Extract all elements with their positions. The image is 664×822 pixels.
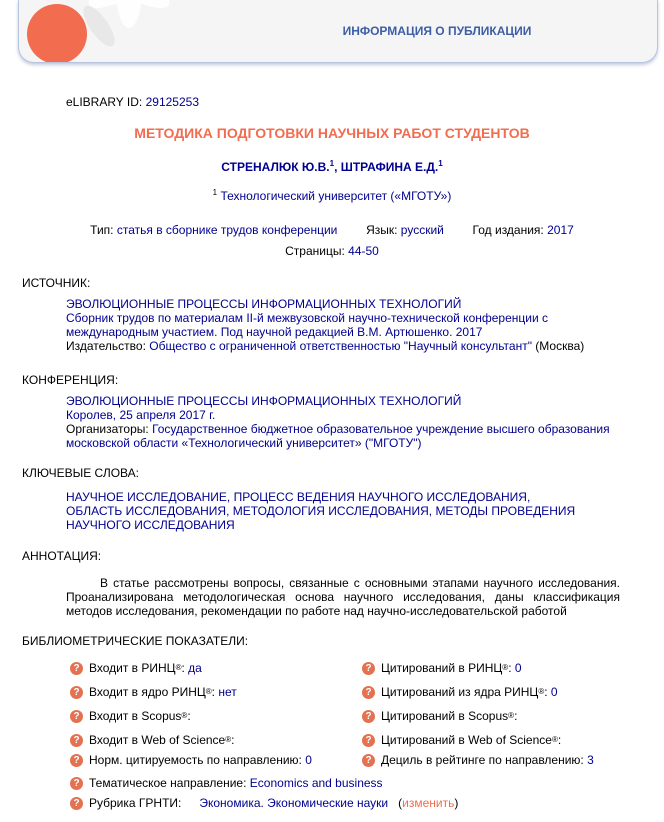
change-link[interactable]: изменить [402,796,455,810]
help-icon[interactable]: ? [70,662,83,675]
help-icon[interactable]: ? [362,710,375,723]
page-header [18,0,658,63]
metric-label: Дециль в рейтинге по направлению: [381,753,584,767]
metric-label: Норм. цитируемость по направлению: [89,753,302,767]
elibrary-id-label: eLIBRARY ID: [66,95,143,109]
grnti-link[interactable]: Экономика. Экономические науки [199,796,389,810]
metric-value: да [188,661,202,675]
author-affil-sup: 1 [438,159,443,168]
colon: : [514,709,518,723]
publication-title: МЕТОДИКА ПОДГОТОВКИ НАУЧНЫХ РАБОТ СТУДЕНТОВ [134,125,530,141]
metric-value: 0 [305,753,312,767]
help-icon[interactable]: ? [362,662,375,675]
source-title-link[interactable]: ЭВОЛЮЦИОННЫЕ ПРОЦЕССЫ ИНФОРМАЦИОННЫХ ТЕХНОЛОГИЙ [66,297,462,311]
metric-grnti: ? Рубрика ГРНТИ: Экономика. Экономические науки ( изменить ) [70,796,458,810]
conference-block [66,394,636,450]
publisher-city: (Москва) [535,339,585,353]
metric-label: Тематическое направление: [89,776,247,790]
help-icon[interactable]: ? [70,686,83,699]
help-icon[interactable]: ? [70,754,83,767]
author-affil-sup: 1 [329,159,335,168]
source-block [66,297,636,353]
colon: : [557,733,562,747]
metric-decile [362,753,594,767]
colon: : [508,661,512,675]
pages-label: Страницы: [285,244,345,258]
language-value: русский [400,223,444,237]
help-icon[interactable]: ? [70,777,83,790]
conference-place-date: Королев, 25 апреля 2017 г. [66,408,216,422]
publication-meta [0,223,664,237]
source-description: Сборник трудов по материалам II-й межвузовской научно-технической конференции с международным участием. Под научной редакцией В.М. Артюшенко. 2017 [66,311,548,339]
pages-value: 44-50 [348,244,379,258]
annotation-text: В статье рассмотрены вопросы, связанные с основными этапами научного исследования. Проанализирована методологическая основа научного исследования, даны классификация методов исследования, рекомендации по работе над научно-исследовательской работой [66,576,620,618]
type-label: Тип: [90,223,114,237]
header-title: ИНФОРМАЦИЯ О ПУБЛИКАЦИИ [342,24,532,38]
metric-cit-wos: ? Цитирований в Web of Science ® : [362,733,561,747]
metric-cit-scopus: ? Цитирований в Scopus ® : [362,709,517,723]
pages [0,244,664,258]
affiliation-sup: 1 [212,188,218,197]
keywords-heading: КЛЮЧЕВЫЕ СЛОВА: [22,466,139,480]
colon: : [231,733,235,747]
source-heading: ИСТОЧНИК: [22,276,91,290]
help-icon[interactable]: ? [70,710,83,723]
metric-topic [70,776,383,790]
colon: : [211,685,215,699]
keyword-link[interactable]: МЕТОДОЛОГИЯ ИССЛЕДОВАНИЯ [232,504,429,518]
organizers-link[interactable]: Государственное бюджетное образовательное учреждение высшего образования московской области «Технологический университет» ("МГОТУ") [66,422,610,450]
year-label: Год издания: [472,223,544,237]
metric-value: 0 [514,661,522,675]
keyword-link[interactable]: МЕТОДЫ ПРОВЕДЕНИЯ НАУЧНОГО ИССЛЕДОВАНИЯ [66,504,576,532]
metric-label: Входит в Web of Science [89,733,226,747]
colon: : [187,709,191,723]
annotation-heading: АННОТАЦИЯ: [22,549,102,563]
help-icon[interactable]: ? [362,686,375,699]
metric-value: 0 [550,685,558,699]
metric-cit-core: ? Цитирований из ядра РИНЦ ® : 0 [362,685,558,699]
metric-label: Входит в РИНЦ [89,661,176,675]
publisher-link[interactable]: Общество с ограниченной ответственностью "Научный консультант" [149,339,532,353]
type-value: статья в сборнике трудов конференции [116,223,338,237]
help-icon[interactable]: ? [362,754,375,767]
metric-scopus: ? Входит в Scopus ® : [70,709,191,723]
keyword-link[interactable]: ОБЛАСТЬ ИССЛЕДОВАНИЯ [66,504,227,518]
metric-label: Рубрика ГРНТИ: [89,796,182,810]
keywords-list: НАУЧНОЕ ИССЛЕДОВАНИЕ, ПРОЦЕСС ВЕДЕНИЯ НАУЧНОГО ИССЛЕДОВАНИЯ, ОБЛАСТЬ ИССЛЕДОВАНИЯ, МЕТОДОЛОГИЯ ИССЛЕДОВАНИЯ, МЕТОДЫ ПРОВЕДЕНИЯ НАУЧНОГО ИССЛЕДОВАНИЯ [66,490,576,532]
colon: : [181,661,185,675]
metric-label: Цитирований в Web of Science [381,733,552,747]
metric-value: Economics and business [249,776,383,790]
metric-rinc: ? Входит в РИНЦ ® : да [70,661,202,675]
affiliation [0,189,664,203]
flower-logo-icon [19,0,199,62]
metric-wos: ? Входит в Web of Science ® : [70,733,234,747]
author-link[interactable]: ШТРАФИНА Е.Д. [340,160,439,174]
help-icon[interactable]: ? [70,797,83,810]
colon: : [544,685,548,699]
publisher-label: Издательство: [66,339,146,353]
help-icon[interactable]: ? [362,734,375,747]
keyword-link[interactable]: ПРОЦЕСС ВЕДЕНИЯ НАУЧНОГО ИССЛЕДОВАНИЯ [233,490,527,504]
conference-title-link[interactable]: ЭВОЛЮЦИОННЫЕ ПРОЦЕССЫ ИНФОРМАЦИОННЫХ ТЕХНОЛОГИЙ [66,394,462,408]
conference-heading: КОНФЕРЕНЦИЯ: [22,373,119,387]
author-link[interactable]: СТРЕНАЛЮК Ю.В. [221,160,330,174]
authors: СТРЕНАЛЮК Ю.В.$^1$, ШТРАФИНА Е.Д.$^1$ [221,159,443,174]
language-label: Язык: [366,223,398,237]
metric-rinc-core: ? Входит в ядро РИНЦ ® : нет [70,685,237,699]
help-icon[interactable]: ? [70,734,83,747]
metric-label: Входит в Scopus [89,709,182,723]
elibrary-id-value: 29125253 [145,95,199,109]
metric-value: нет [218,685,237,699]
metric-label: Входит в ядро РИНЦ [89,685,206,699]
metric-label: Цитирований в Scopus [381,709,509,723]
affiliation-link[interactable]: Технологический университет («МГОТУ») [220,189,452,203]
year-value: 2017 [547,223,574,237]
metric-norm-citation [70,753,312,767]
organizers-label: Организаторы: [66,422,149,436]
keyword-link[interactable]: НАУЧНОЕ ИССЛЕДОВАНИЕ [66,490,227,504]
metric-label: Цитирований из ядра РИНЦ [381,685,539,699]
metric-value: 3 [587,753,594,767]
elibrary-id [66,95,199,109]
biblio-heading: БИБЛИОМЕТРИЧЕСКИЕ ПОКАЗАТЕЛИ: [22,634,249,648]
metric-cit-rinc: ? Цитирований в РИНЦ ® : 0 [362,661,522,675]
metric-label: Цитирований в РИНЦ [381,661,503,675]
